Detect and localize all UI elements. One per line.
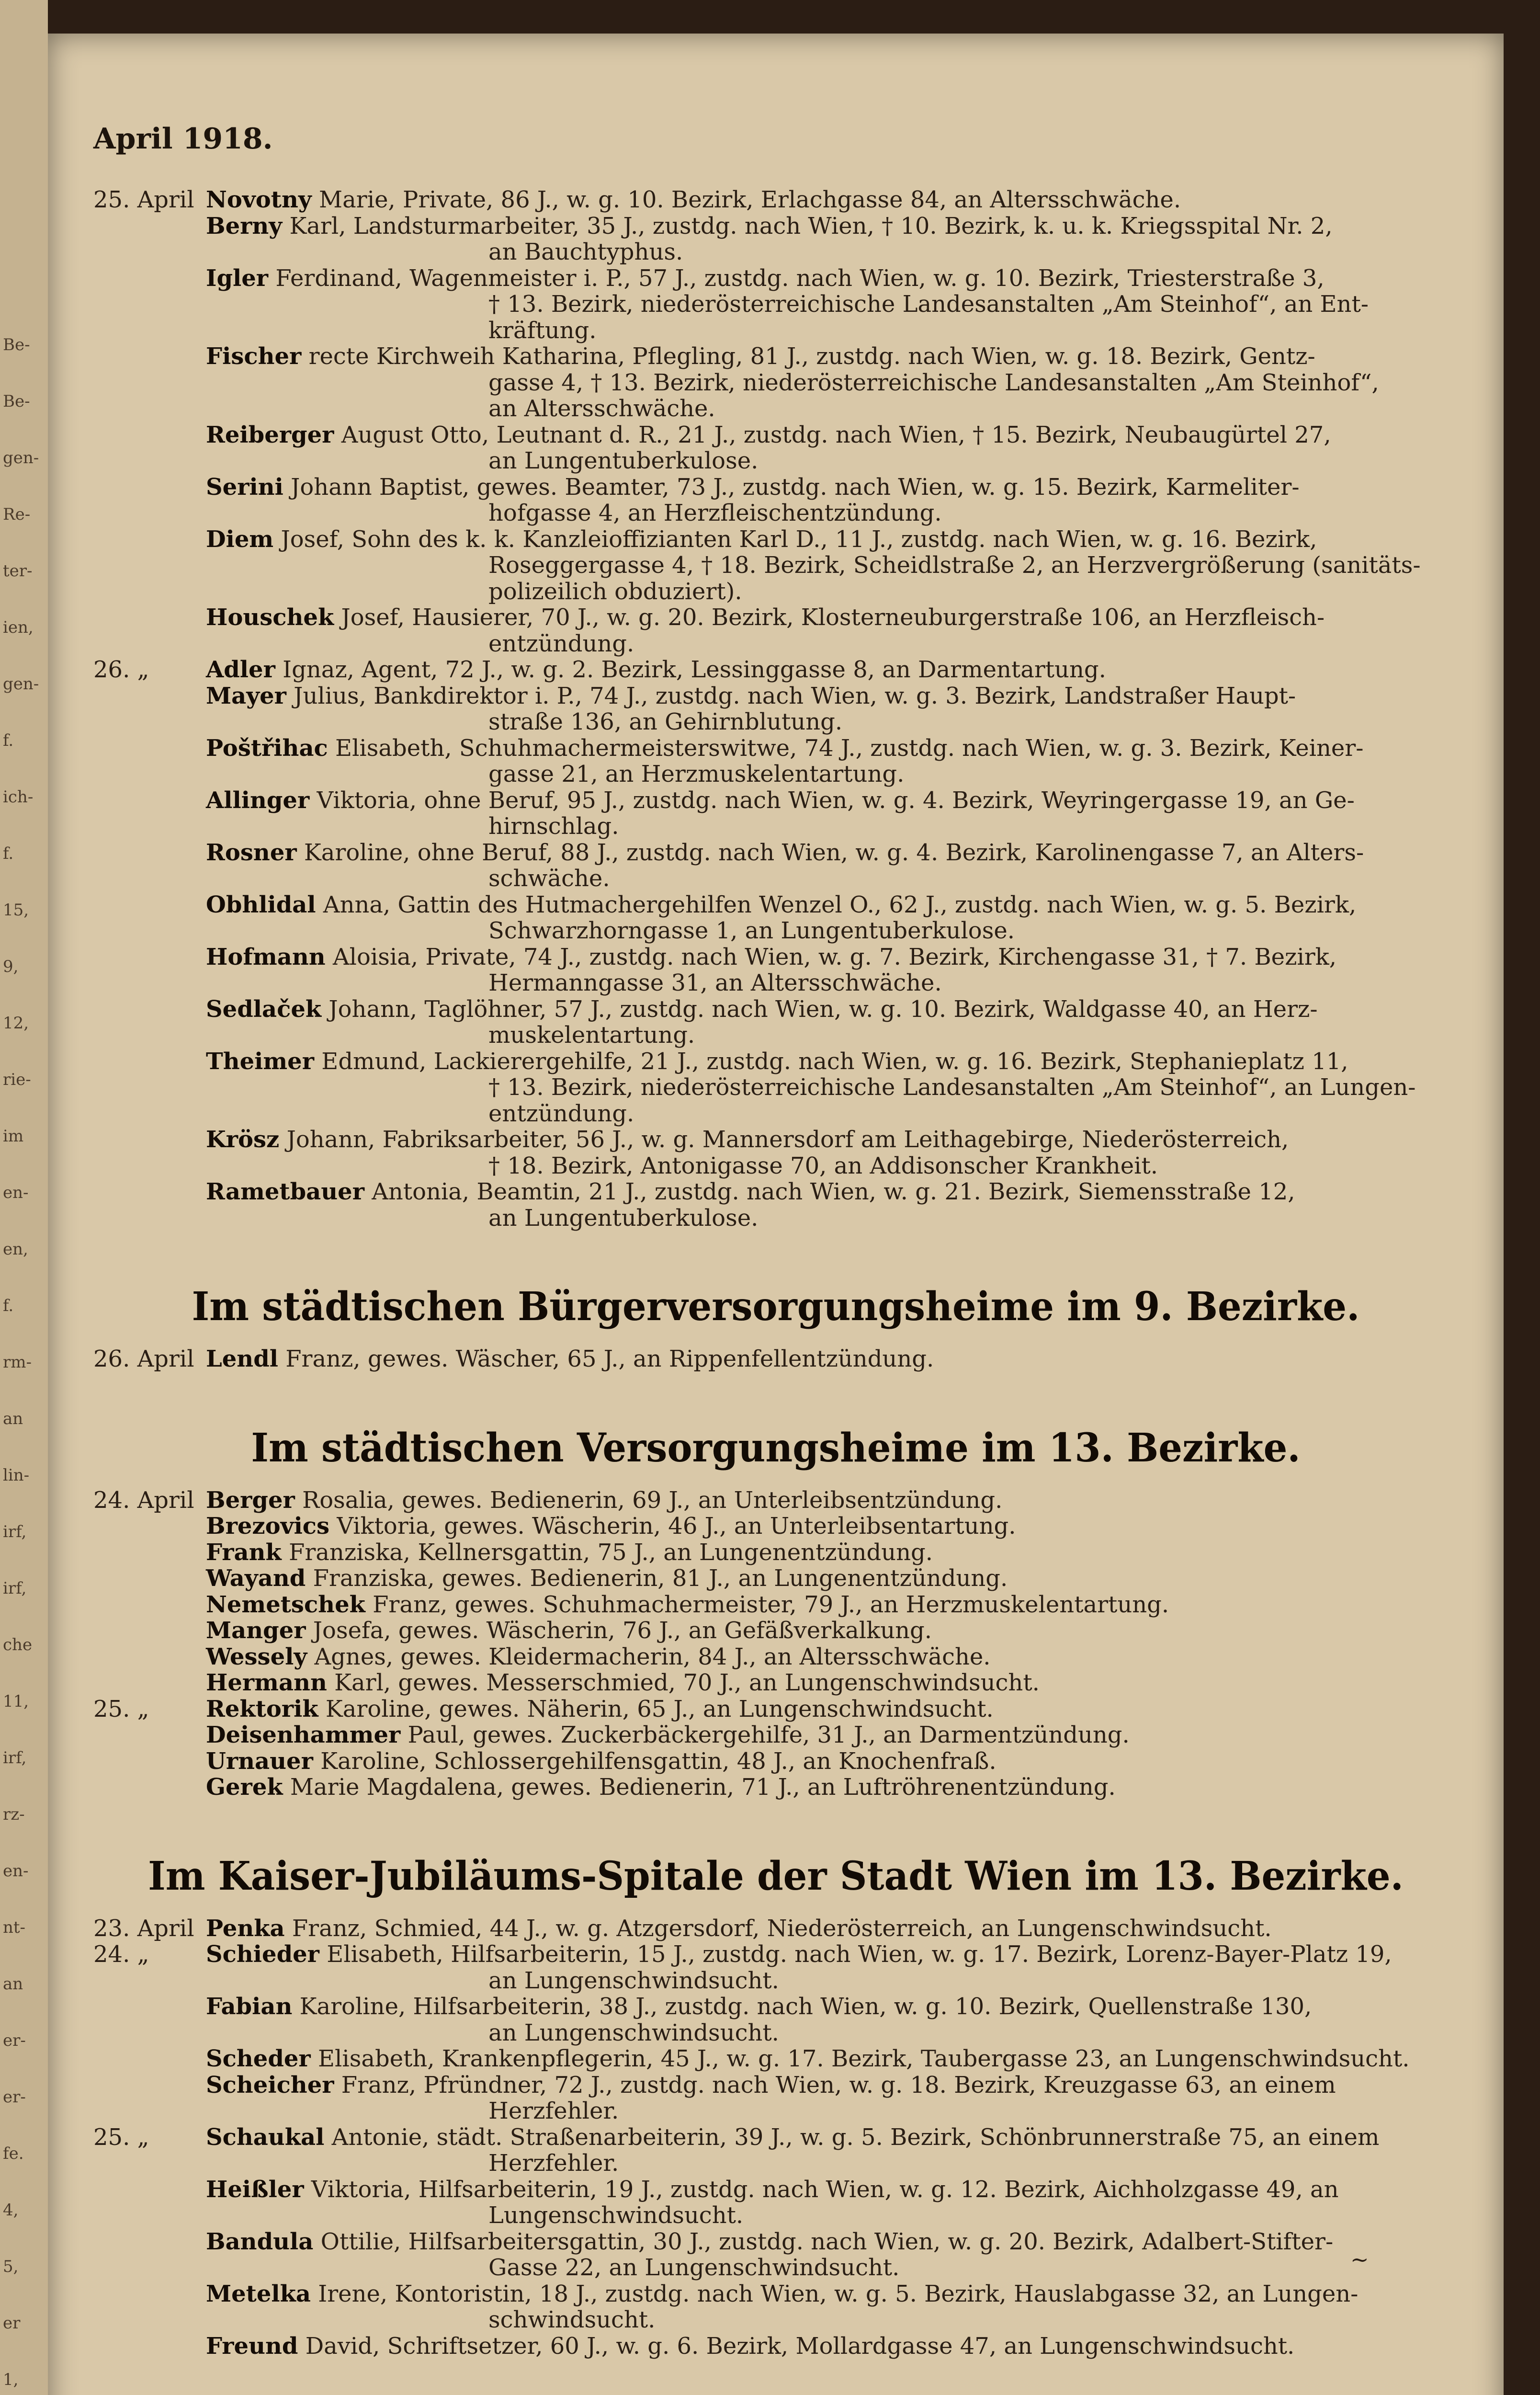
margin-fragment: rm- — [3, 1353, 32, 1372]
entry-surname: Krösz — [206, 1126, 280, 1153]
entry-date: 24. „ — [93, 1941, 149, 1968]
entry-text: August Otto, Leutnant d. R., 21 J., zustdg. nach Wien, † 15. Bezirk, Neubaugürtel 27, — [341, 422, 1331, 448]
margin-fragment: Be- — [3, 335, 30, 354]
entry-text: Irene, Kontoristin, 18 J., zustdg. nach Wien, w. g. 5. Bezirk, Hauslabgasse 32, an Lungen- — [318, 2281, 1359, 2307]
entry-surname: Sedlaček — [206, 996, 322, 1023]
entry-surname: Theimer — [206, 1048, 315, 1075]
entry-text: Ottilie, Hilfsarbeitersgattin, 30 J., zustdg. nach Wien, w. g. 20. Bezirk, Adalbert-Stifter- — [320, 2228, 1334, 2255]
entry-surname: Hofmann — [206, 944, 326, 970]
margin-fragment: irf, — [3, 1522, 27, 1541]
entry-date: 25. „ — [93, 1696, 149, 1722]
entry-surname: Wessely — [206, 1643, 307, 1670]
entry-surname: Gerek — [206, 1774, 283, 1801]
margin-fragment: Be- — [3, 392, 30, 411]
entry-text: Marie Magdalena, gewes. Bedienerin, 71 J., an Luftröhrenentzündung. — [290, 1774, 1116, 1801]
entry-text: Elisabeth, Hilfsarbeiterin, 15 J., zustdg. nach Wien, w. g. 17. Bezirk, Lorenz-Bayer-Platz 19, — [327, 1941, 1392, 1968]
entry-text: Aloisia, Private, 74 J., zustdg. nach Wien, w. g. 7. Bezirk, Kirchengasse 31, † 7. Bezirk, — [332, 944, 1337, 970]
entry-surname: Lendl — [206, 1346, 278, 1372]
margin-fragment: en, — [3, 1240, 28, 1259]
entry-text: Franz, gewes. Schuhmachermeister, 79 J., an Herzmuskelentartung. — [373, 1591, 1169, 1618]
entry-text: Ignaz, Agent, 72 J., w. g. 2. Bezirk, Lessinggasse 8, an Darmentartung. — [283, 656, 1106, 683]
margin-fragment: ich- — [3, 787, 34, 807]
entry-surname: Brezovics — [206, 1513, 330, 1540]
entry-surname: Nemetschek — [206, 1591, 365, 1618]
margin-fragment: rz- — [3, 1805, 25, 1824]
entry-text: Herzfehler. — [488, 2098, 619, 2124]
margin-fragment: f. — [3, 731, 14, 750]
margin-fragment: fe. — [3, 2144, 24, 2163]
page-header: April 1918. — [93, 122, 273, 156]
entry-surname: Berger — [206, 1487, 295, 1514]
entry-text: Josefa, gewes. Wäscherin, 76 J., an Gefäßverkalkung. — [313, 1617, 932, 1644]
entry-text: Antonia, Beamtin, 21 J., zustdg. nach Wien, w. g. 21. Bezirk, Siemensstraße 12, — [372, 1178, 1295, 1205]
entry-surname: Deisenhammer — [206, 1722, 401, 1748]
entry-text: Lungenschwindsucht. — [488, 2202, 744, 2229]
entry-surname: Igler — [206, 265, 269, 292]
margin-fragment: f. — [3, 1296, 14, 1315]
entry-text: Herzfehler. — [488, 2150, 619, 2177]
entry-text: Franz, Schmied, 44 J., w. g. Atzgersdorf, Niederösterreich, an Lungenschwindsucht. — [292, 1915, 1272, 1942]
entry-surname: Obhlidal — [206, 891, 316, 918]
section-heading: Im Kaiser-Jubiläums-Spitale der Stadt Wien im 13. Bezirke. — [148, 1853, 1404, 1899]
entry-text: kräftung. — [488, 317, 597, 344]
entry-surname: Scheicher — [206, 2072, 334, 2098]
catchword-mark: ~ — [1350, 2247, 1369, 2272]
entry-text: gasse 21, an Herzmuskelentartung. — [488, 761, 905, 787]
entry-surname: Metelka — [206, 2281, 311, 2307]
entry-surname: Fischer — [206, 343, 302, 370]
entry-text: schwäche. — [488, 865, 610, 892]
entry-surname: Hermann — [206, 1669, 327, 1696]
entry-surname: Frank — [206, 1539, 282, 1566]
entry-text: Viktoria, Hilfsarbeiterin, 19 J., zustdg. nach Wien, w. g. 12. Bezirk, Aichholzgasse 49, an — [311, 2176, 1339, 2203]
entry-surname: Bandula — [206, 2228, 314, 2255]
entry-surname: Rametbauer — [206, 1178, 364, 1205]
entry-text: polizeilich obduziert). — [488, 578, 742, 605]
margin-fragment: lin- — [3, 1466, 30, 1485]
margin-fragment: nt- — [3, 1918, 26, 1937]
entry-surname: Fabian — [206, 1993, 293, 2020]
margin-fragment: gen- — [3, 448, 39, 468]
margin-fragment: Re- — [3, 505, 31, 524]
margin-fragment: er — [3, 2314, 21, 2333]
entry-text: Franziska, gewes. Bedienerin, 81 J., an Lungenentzündung. — [313, 1565, 1008, 1592]
entry-surname: Serini — [206, 474, 283, 501]
entry-text: Elisabeth, Krankenpflegerin, 45 J., w. g. 17. Bezirk, Taubergasse 23, an Lungenschwindsucht. — [317, 2045, 1410, 2072]
section-heading: Im städtischen Versorgungsheime im 13. Bezirke. — [251, 1425, 1301, 1471]
entry-text: Karoline, Schlossergehilfensgattin, 48 J., an Knochenfraß. — [320, 1748, 996, 1775]
entry-text: recte Kirchweih Katharina, Pflegling, 81 J., zustdg. nach Wien, w. g. 18. Bezirk, Gentz- — [308, 343, 1315, 370]
entry-text: Elisabeth, Schuhmachermeisterswitwe, 74 J., zustdg. nach Wien, w. g. 3. Bezirk, Keiner- — [335, 735, 1364, 762]
entry-text: Karl, Landsturmarbeiter, 35 J., zustdg. nach Wien, † 10. Bezirk, k. u. k. Kriegsspital Nr. 2, — [289, 213, 1333, 240]
entry-text: Franz, gewes. Wäscher, 65 J., an Rippenfellentzündung. — [285, 1346, 934, 1372]
entry-date: 26. April — [93, 1346, 194, 1372]
entry-text: Antonie, städt. Straßenarbeiterin, 39 J., w. g. 5. Bezirk, Schönbrunnerstraße 75, an einem — [331, 2124, 1380, 2151]
entry-text: an Lungenschwindsucht. — [488, 2019, 779, 2046]
entry-surname: Freund — [206, 2333, 298, 2360]
entry-surname: Penka — [206, 1915, 285, 1942]
entry-surname: Diem — [206, 526, 274, 553]
entry-text: Julius, Bankdirektor i. P., 74 J., zustdg. nach Wien, w. g. 3. Bezirk, Landstraßer Haupt- — [294, 683, 1296, 709]
margin-fragment: an — [3, 1409, 23, 1428]
entry-text: schwindsucht. — [488, 2306, 656, 2333]
margin-fragment: che — [3, 1635, 33, 1654]
margin-fragment: irf, — [3, 1748, 27, 1768]
entry-text: entzündung. — [488, 1100, 634, 1127]
margin-fragment: 1, — [3, 2370, 19, 2389]
margin-fragment: ter- — [3, 561, 33, 581]
entry-surname: Rosner — [206, 839, 297, 866]
margin-fragment: er- — [3, 2087, 26, 2107]
entry-text: † 13. Bezirk, niederösterreichische Landesanstalten „Am Steinhof“, an Lungen- — [488, 1074, 1416, 1101]
margin-fragment: 5, — [3, 2257, 19, 2276]
margin-fragment: en- — [3, 1183, 29, 1202]
margin-fragment: f. — [3, 844, 14, 863]
margin-fragment: irf, — [3, 1579, 27, 1598]
entry-surname: Heißler — [206, 2176, 304, 2203]
entry-text: straße 136, an Gehirnblutung. — [488, 708, 843, 735]
entry-text: Johann, Fabriksarbeiter, 56 J., w. g. Mannersdorf am Leithagebirge, Niederösterreich, — [286, 1126, 1289, 1153]
entry-text: Karoline, ohne Beruf, 88 J., zustdg. nach Wien, w. g. 4. Bezirk, Karolinengasse 7, an Alters- — [304, 839, 1364, 866]
entry-surname: Allinger — [206, 787, 310, 814]
entry-text: an Bauchtyphus. — [488, 239, 683, 265]
entry-text: Ferdinand, Wagenmeister i. P., 57 J., zustdg. nach Wien, w. g. 10. Bezirk, Triesterstraße 3, — [275, 265, 1325, 292]
entry-surname: Novotny — [206, 186, 312, 213]
margin-fragment: en- — [3, 1861, 29, 1881]
entry-text: Franziska, Kellnersgattin, 75 J., an Lungenentzündung. — [289, 1539, 933, 1566]
entry-date: 26. „ — [93, 656, 149, 683]
entry-text: Anna, Gattin des Hutmachergehilfen Wenzel O., 62 J., zustdg. nach Wien, w. g. 5. Bezirk, — [323, 891, 1357, 918]
previous-page-edge — [0, 0, 48, 2395]
margin-fragment: ien, — [3, 618, 34, 637]
entry-surname: Schaukal — [206, 2124, 325, 2151]
entry-text: Josef, Sohn des k. k. Kanzleioffizianten Karl D., 11 J., zustdg. nach Wien, w. g. 16. Bezirk, — [281, 526, 1317, 553]
entry-text: hirnschlag. — [488, 813, 619, 840]
margin-fragment: 4, — [3, 2201, 19, 2220]
entry-date: 25. April — [93, 186, 194, 213]
entry-text: David, Schriftsetzer, 60 J., w. g. 6. Bezirk, Mollardgasse 47, an Lungenschwindsucht. — [305, 2333, 1295, 2360]
margin-fragment: gen- — [3, 674, 39, 694]
entry-surname: Urnauer — [206, 1748, 313, 1775]
entry-text: † 13. Bezirk, niederösterreichische Landesanstalten „Am Steinhof“, an Ent- — [488, 291, 1369, 318]
entry-date: 24. April — [93, 1487, 194, 1514]
margin-fragment: an — [3, 1974, 23, 1994]
entry-surname: Scheder — [206, 2045, 311, 2072]
entry-text: an Altersschwäche. — [488, 395, 715, 422]
margin-fragment: 15, — [3, 901, 29, 920]
entry-text: Franz, Pfründner, 72 J., zustdg. nach Wien, w. g. 18. Bezirk, Kreuzgasse 63, an einem — [341, 2072, 1336, 2098]
margin-fragment: 9, — [3, 957, 19, 976]
document-page — [48, 34, 1504, 2395]
entry-surname: Rektorik — [206, 1696, 318, 1722]
register-body — [48, 34, 1504, 2395]
entry-text: Johann Baptist, gewes. Beamter, 73 J., zustdg. nach Wien, w. g. 15. Bezirk, Karmeliter- — [291, 474, 1300, 501]
entry-surname: Houschek — [206, 604, 334, 631]
entry-text: Marie, Private, 86 J., w. g. 10. Bezirk, Erlachgasse 84, an Altersschwäche. — [319, 186, 1181, 213]
entry-text: Rosalia, gewes. Bedienerin, 69 J., an Unterleibsentzündung. — [302, 1487, 1003, 1514]
entry-surname: Reiberger — [206, 422, 334, 448]
entry-surname: Manger — [206, 1617, 306, 1644]
entry-text: Karoline, Hilfsarbeiterin, 38 J., zustdg. nach Wien, w. g. 10. Bezirk, Quellenstraße 130, — [299, 1993, 1312, 2020]
entry-text: Edmund, Lackierergehilfe, 21 J., zustdg. nach Wien, w. g. 16. Bezirk, Stephanieplatz 11, — [321, 1048, 1348, 1075]
entry-text: an Lungentuberkulose. — [488, 1205, 759, 1232]
entry-text: hofgasse 4, an Herzfleischentzündung. — [488, 500, 942, 526]
entry-text: Paul, gewes. Zuckerbäckergehilfe, 31 J., an Darmentzündung. — [408, 1722, 1130, 1748]
entry-text: Viktoria, ohne Beruf, 95 J., zustdg. nach Wien, w. g. 4. Bezirk, Weyringergasse 19, an Ge- — [317, 787, 1355, 814]
entry-text: Viktoria, gewes. Wäscherin, 46 J., an Unterleibsentartung. — [337, 1513, 1016, 1540]
entry-surname: Adler — [206, 656, 275, 683]
entry-text: Schwarzhorngasse 1, an Lungentuberkulose. — [488, 917, 1015, 944]
entry-text: Agnes, gewes. Kleidermacherin, 84 J., an Altersschwäche. — [314, 1643, 991, 1670]
entry-text: Josef, Hausierer, 70 J., w. g. 20. Bezirk, Klosterneuburgerstraße 106, an Herzfleisch- — [341, 604, 1325, 631]
margin-fragment: er- — [3, 2031, 26, 2050]
entry-text: Karoline, gewes. Näherin, 65 J., an Lungenschwindsucht. — [325, 1696, 994, 1722]
entry-date: 23. April — [93, 1915, 194, 1942]
entry-text: † 18. Bezirk, Antonigasse 70, an Addisonscher Krankheit. — [488, 1152, 1158, 1179]
entry-text: an Lungentuberkulose. — [488, 447, 759, 474]
entry-text: Roseggergasse 4, † 18. Bezirk, Scheidlstraße 2, an Herzvergrößerung (sanitäts- — [488, 552, 1421, 579]
entry-surname: Schieder — [206, 1941, 319, 1968]
margin-fragment: rie- — [3, 1070, 31, 1089]
entry-text: Karl, gewes. Messerschmied, 70 J., an Lungenschwindsucht. — [334, 1669, 1040, 1696]
entry-text: gasse 4, † 13. Bezirk, niederösterreichische Landesanstalten „Am Steinhof“, — [488, 369, 1379, 396]
entry-text: Gasse 22, an Lungenschwindsucht. — [488, 2254, 900, 2281]
margin-fragment: 12, — [3, 1014, 29, 1033]
entry-surname: Wayand — [206, 1565, 306, 1592]
entry-date: 25. „ — [93, 2124, 149, 2151]
entry-text: Johann, Taglöhner, 57 J., zustdg. nach Wien, w. g. 10. Bezirk, Waldgasse 40, an Herz- — [328, 996, 1318, 1023]
entry-text: an Lungenschwindsucht. — [488, 1967, 779, 1994]
entry-text: entzündung. — [488, 630, 634, 657]
entry-surname: Berny — [206, 213, 283, 240]
margin-fragment: im — [3, 1127, 24, 1146]
entry-text: Hermanngasse 31, an Altersschwäche. — [488, 969, 942, 996]
entry-text: muskelentartung. — [488, 1022, 695, 1049]
margin-fragment: 11, — [3, 1692, 29, 1711]
section-heading: Im städtischen Bürgerversorgungsheime im 9. Bezirke. — [192, 1284, 1360, 1330]
entry-surname: Poštřihac — [206, 735, 328, 762]
entry-surname: Mayer — [206, 683, 286, 709]
